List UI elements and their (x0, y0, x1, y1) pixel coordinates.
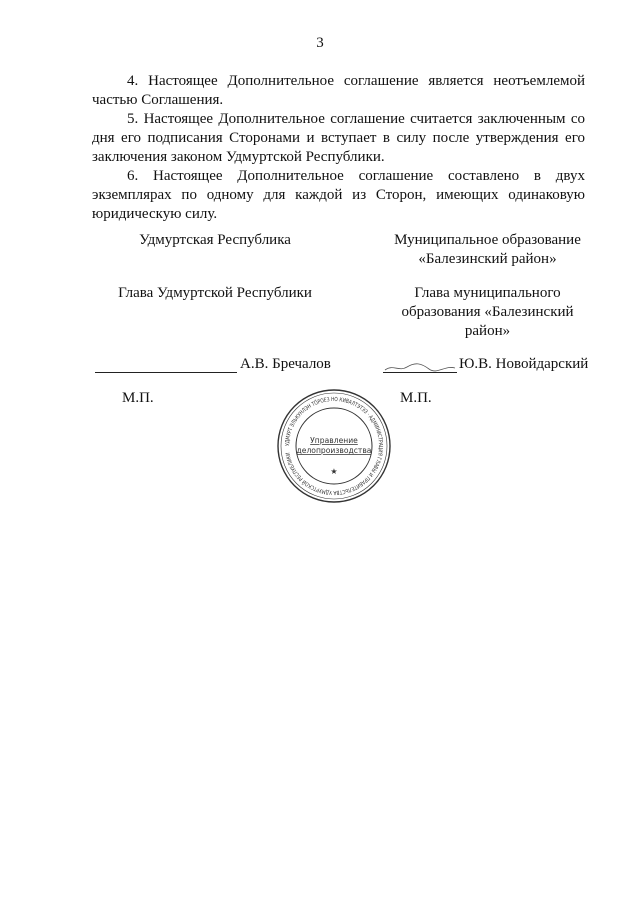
party-right-name-line1: Муниципальное образование (394, 232, 581, 248)
page-number: 3 (316, 35, 324, 51)
seal-star: ★ (330, 467, 338, 476)
party-right-stamp-place: М.П. (400, 390, 432, 406)
party-left-position: Глава Удмуртской Республики (118, 285, 312, 301)
official-seal (276, 388, 392, 504)
seal-outer-text: УДМУРТ ЭЛЬКУНЛЭН ТӦРОЕЗ НО КИВАЛТЭТЭЗ · АДМИНИСТРАЦИЯ ГЛАВЫ И ПРАВИТЕЛЬСТВА УДМУРТСКОЙ РЕСПУБЛИКИ (284, 396, 384, 496)
party-right-name-line2: «Балезинский район» (418, 251, 557, 267)
party-left-signer: А.В. Бречалов (240, 356, 331, 372)
paragraph-4: 4. Настоящее Дополнительное соглашение является неотъемлемой частью Соглашения. (92, 73, 585, 108)
paragraph-5: 5. Настоящее Дополнительное соглашение считается заключенным со дня его подписания Сторонами и вступает в силу после утверждения его заключения законом Удмуртской Республики. (92, 111, 585, 165)
party-left-name: Удмуртская Республика (139, 232, 291, 248)
paragraph-6: 6. Настоящее Дополнительное соглашение составлено в двух экземплярах по одному для каждой из Сторон, имеющих одинаковую юридическую силу. (92, 168, 585, 222)
party-left-signature-line (95, 372, 237, 373)
party-left-stamp-place: М.П. (122, 390, 154, 406)
party-right-position-line3: район» (464, 323, 511, 339)
party-right-position-line2: образования «Балезинский (401, 304, 574, 320)
seal-inner-line1: Управление (310, 436, 358, 445)
handwritten-signature (383, 360, 457, 374)
party-right-signer: Ю.В. Новойдарский (459, 356, 589, 372)
party-right-name (380, 231, 595, 269)
seal-inner-line2: делопроизводства (296, 446, 372, 455)
party-right-position (380, 284, 595, 341)
party-right-position-line1: Главa муниципального (414, 285, 561, 301)
